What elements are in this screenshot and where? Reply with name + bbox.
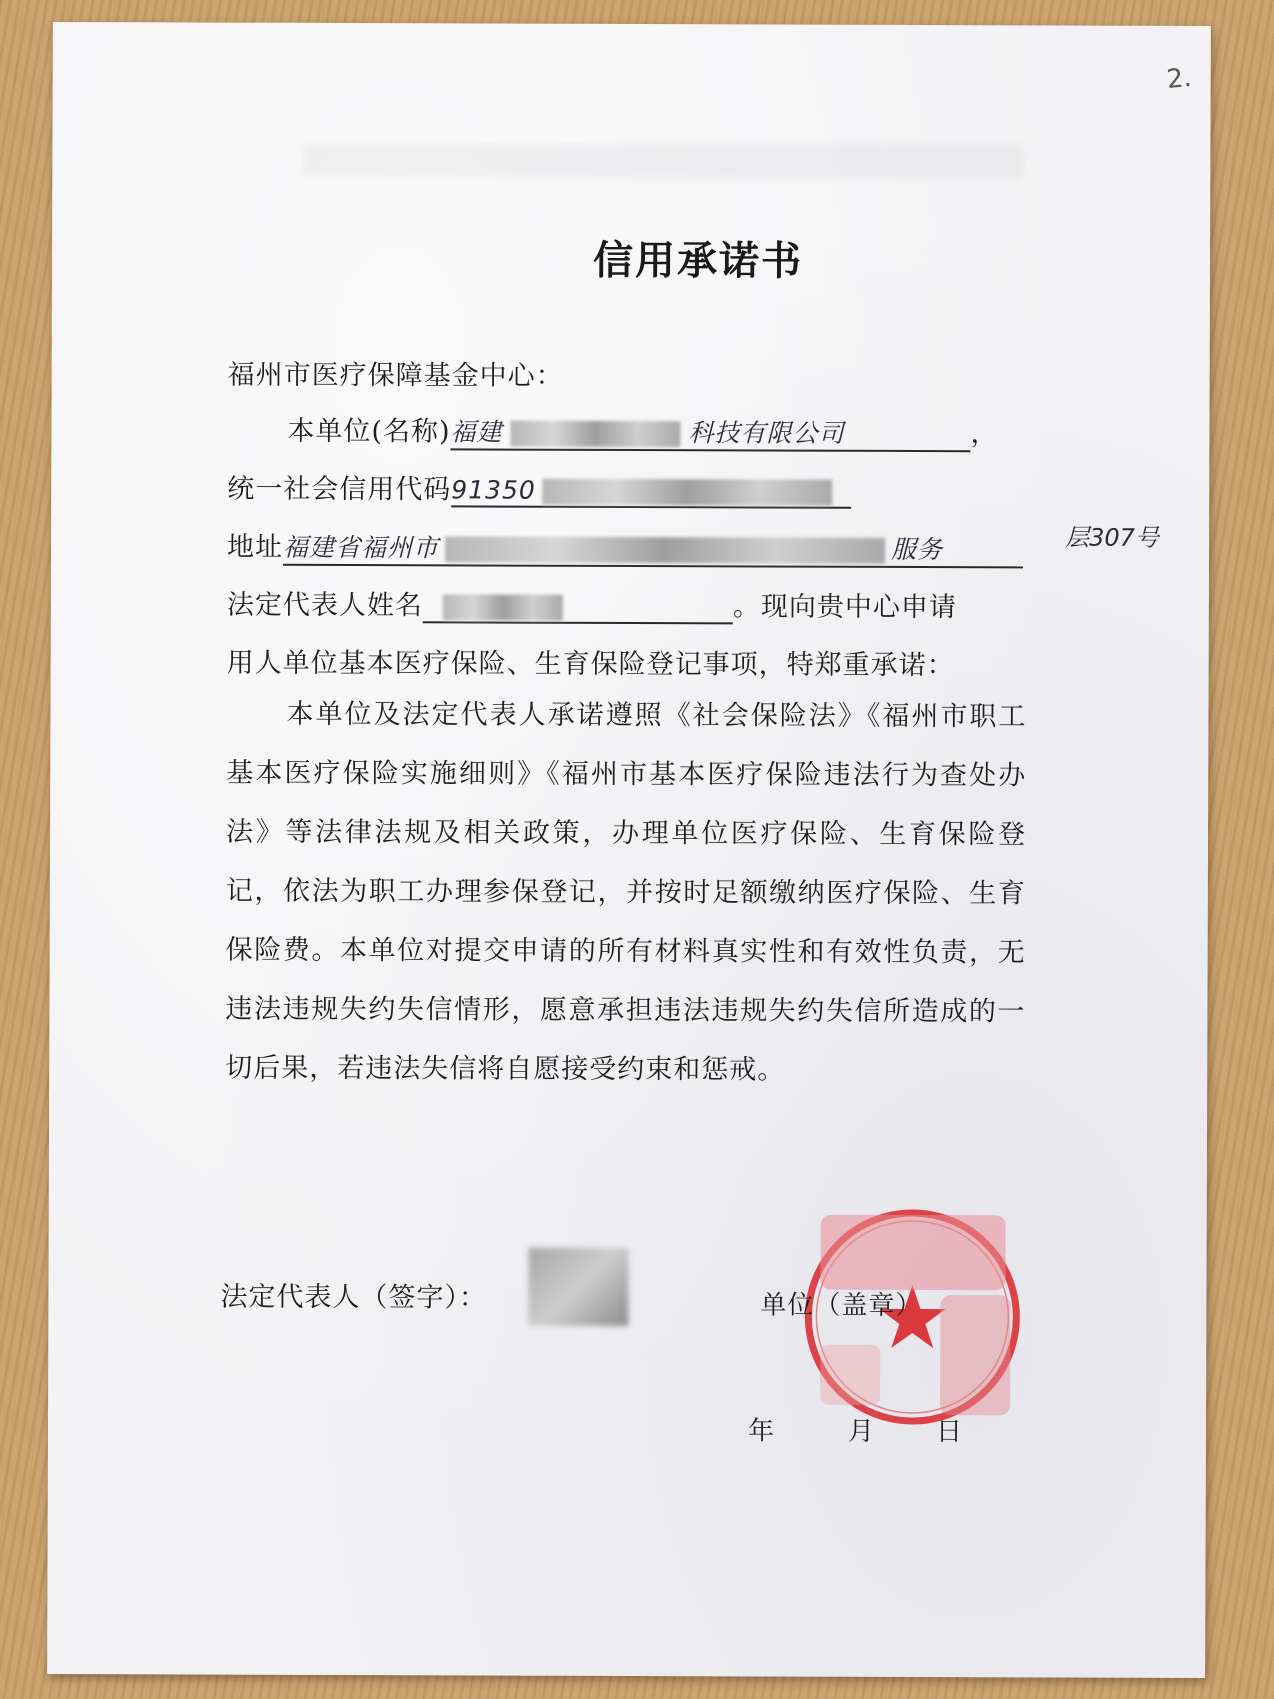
unit-name-value-start: 福建 [450, 417, 503, 447]
address-value-margin: 层307号 [1065, 523, 1159, 552]
unit-name-label: 本单位(名称) [287, 415, 451, 448]
redacted-block [511, 420, 681, 447]
redacted-block [443, 594, 563, 620]
addressee: 福州市医疗保障基金中心： [227, 359, 564, 392]
unit-name-field [450, 412, 970, 452]
date-month: 月 [847, 1416, 875, 1447]
date-day: 日 [935, 1417, 963, 1448]
credit-code-field [451, 474, 851, 508]
address-value-start: 福建省福州市 [283, 532, 440, 563]
address-row [227, 525, 1023, 569]
address-field [283, 528, 1023, 569]
date-year: 年 [747, 1416, 775, 1447]
signature-redacted [528, 1248, 628, 1326]
credit-code-value: 91350 [451, 475, 536, 505]
legal-rep-trailing: 。现向贵中心申请 [732, 591, 957, 624]
signature-label: 法定代表人（签字）： [220, 1281, 487, 1314]
redacted-block [445, 536, 885, 564]
address-value-end: 服务 [891, 534, 944, 565]
redacted-block [542, 478, 832, 505]
legal-rep-label: 法定代表人姓名 [226, 589, 423, 622]
commitment-paragraph: 本单位及法定代表人承诺遵照《社会保险法》《福州市职工基本医疗保险实施细则》《福州市基本医疗保险违法行为查处办法》等法律法规及相关政策，办理单位医疗保险、生育保险登记，依法为职工办理参保登记，并按时足额缴纳医疗保险、生育保险费。本单位对提交申请的所有材料真实性和有效性负责，无违法违规失约失信情形，愿意承担违法违规失约失信所造成的一切后果，若违法失信将自愿接受约束和惩戒。 [225, 698, 1027, 1086]
credit-code-label: 统一社会信用代码 [227, 473, 452, 506]
unit-name-row: 本单位(名称)福建 科技有限公司 ， [287, 409, 998, 452]
document-title: 信用承诺书 [592, 237, 804, 285]
application-line: 用人单位基本医疗保险、生育保险登记事项，特郑重承诺： [226, 647, 955, 682]
address-label: 地址 [227, 531, 284, 563]
seal-label: 单位（盖章） [760, 1290, 923, 1322]
credit-code-row [227, 467, 851, 509]
legal-rep-row [227, 583, 957, 626]
bleed-through-text [302, 143, 1022, 180]
legal-rep-field [423, 590, 733, 624]
page-number: 2. [1165, 62, 1193, 96]
document-page [47, 22, 1211, 1678]
unit-name-value-end: 科技有限公司 [688, 418, 845, 448]
